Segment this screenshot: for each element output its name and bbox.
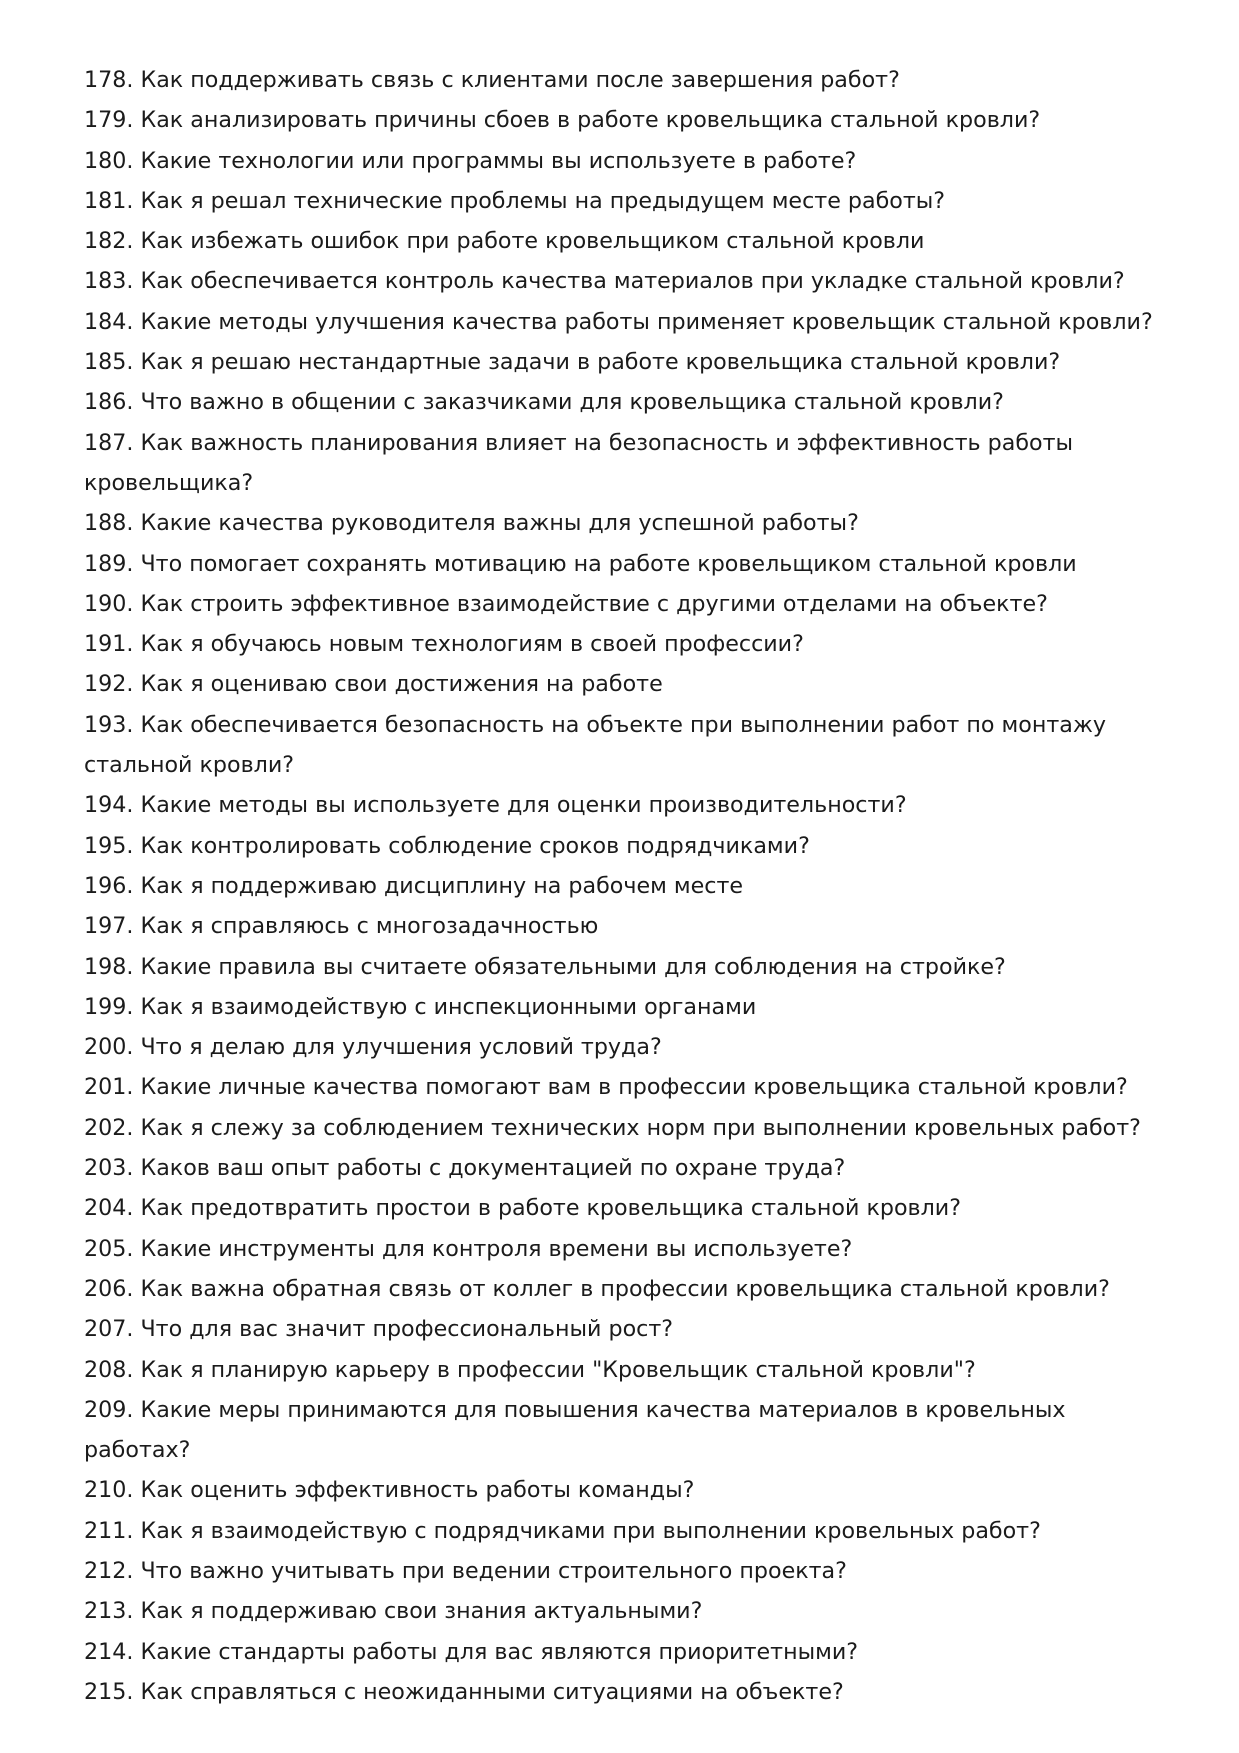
question-item: 185. Как я решаю нестандартные задачи в работе кровельщика стальной кровли? <box>84 349 1061 376</box>
question-item: 194. Какие методы вы используете для оценки производительности? <box>84 792 907 819</box>
question-item: 184. Какие методы улучшения качества работы применяет кровельщик стальной кровли? <box>84 308 1153 335</box>
question-item: 214. Какие стандарты работы для вас являются приоритетными? <box>84 1638 859 1665</box>
question-item: 206. Как важна обратная связь от коллег в профессии кровельщика стальной кровли? <box>84 1275 1110 1302</box>
question-item: 199. Как я взаимодействую с инспекционными органами <box>84 993 757 1020</box>
question-item: 191. Как я обучаюсь новым технологиям в своей профессии? <box>84 631 804 658</box>
question-item: 188. Какие качества руководителя важны для успешной работы? <box>84 510 859 537</box>
question-item: 180. Какие технологии или программы вы используете в работе? <box>84 147 857 174</box>
question-item: 215. Как справляться с неожиданными ситуациями на объекте? <box>84 1678 844 1705</box>
question-item: 178. Как поддерживать связь с клиентами после завершения работ? <box>84 67 900 93</box>
question-item: 196. Как я поддерживаю дисциплину на рабочем месте <box>84 872 744 899</box>
question-item: 205. Какие инструменты для контроля времени вы используете? <box>84 1235 853 1262</box>
question-item: 210. Как оценить эффективность работы команды? <box>84 1477 695 1504</box>
question-item: 198. Какие правила вы считаете обязательными для соблюдения на стройке? <box>84 953 1006 980</box>
question-item: 190. Как строить эффективное взаимодействие с другими отделами на объекте? <box>84 590 1048 617</box>
question-item: 195. Как контролировать соблюдение сроков подрядчиками? <box>84 832 810 859</box>
question-item: 202. Как я слежу за соблюдением технических норм при выполнении кровельных работ? <box>84 1114 1141 1141</box>
question-item: 181. Как я решал технические проблемы на предыдущем месте работы? <box>84 187 946 214</box>
question-item: 203. Каков ваш опыт работы с документацией по охране труда? <box>84 1155 846 1182</box>
question-item: 189. Что помогает сохранять мотивацию на работе кровельщиком стальной кровли <box>84 550 1077 577</box>
question-item: 187. Как важность планирования влияет на безопасность и эффективность работы кровельщика? <box>84 429 1074 496</box>
question-item: 204. Как предотвратить простои в работе кровельщика стальной кровли? <box>84 1195 961 1222</box>
question-item: 211. Как я взаимодействую с подрядчиками при выполнении кровельных работ? <box>84 1517 1041 1544</box>
question-item: 200. Что я делаю для улучшения условий труда? <box>84 1034 662 1061</box>
question-item: 212. Что важно учитывать при ведении строительного проекта? <box>84 1557 847 1584</box>
question-item: 207. Что для вас значит профессиональный рост? <box>84 1316 674 1343</box>
question-item: 209. Какие меры принимаются для повышения качества материалов в кровельных работах? <box>84 1396 1066 1464</box>
question-item: 186. Что важно в общении с заказчиками для кровельщика стальной кровли? <box>84 389 1004 416</box>
question-list <box>84 60 1174 1712</box>
question-item: 208. Как я планирую карьеру в профессии "Кровельщик стальной кровли"? <box>84 1356 976 1383</box>
question-item: 213. Как я поддерживаю свои знания актуальными? <box>84 1598 703 1625</box>
question-item: 197. Как я справляюсь с многозадачностью <box>84 913 599 940</box>
question-item: 193. Как обеспечивается безопасность на объекте при выполнении работ по монтажу стальной кровли? <box>84 711 1106 779</box>
question-item: 192. Как я оцениваю свои достижения на работе <box>84 671 663 698</box>
question-item: 183. Как обеспечивается контроль качества материалов при укладке стальной кровли? <box>84 268 1125 295</box>
question-item: 179. Как анализировать причины сбоев в работе кровельщика стальной кровли? <box>84 107 1041 134</box>
question-item: 182. Как избежать ошибок при работе кровельщиком стальной кровли <box>84 228 925 255</box>
question-item: 201. Какие личные качества помогают вам в профессии кровельщика стальной кровли? <box>84 1074 1128 1101</box>
